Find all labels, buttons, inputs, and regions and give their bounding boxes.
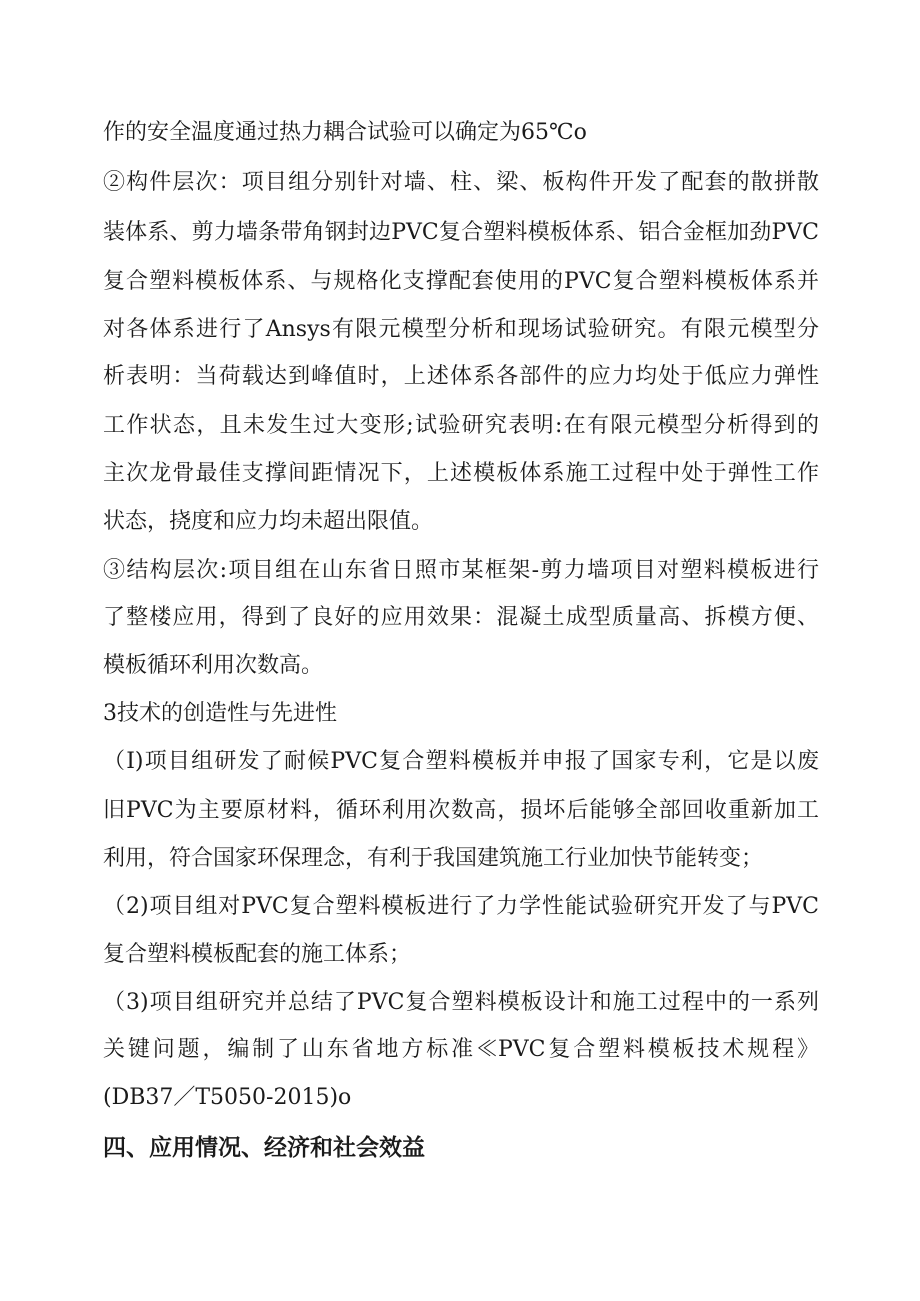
text-line: 旧PVC为主要原材料，循环利用次数高，损坏后能够全部回收重新加工 [103,798,819,823]
text-line: 模板循环利用次数高。 [103,653,324,678]
section-title: 3技术的创造性与先进性 [103,701,337,726]
section-heading: 四、应用情况、经济和社会效益 [103,1135,425,1161]
text-line: ②构件层次：项目组分别针对墙、柱、梁、板构件开发了配套的散拼散 [103,170,819,195]
text-line: 关键问题，编制了山东省地方标准≪PVC复合塑料模板技术规程》 [103,1037,819,1062]
text-line: 复合塑料模板体系、与规格化支撑配套使用的PVC复合塑料模板体系并 [103,269,819,294]
text-line: 装体系、剪力墙条带角钢封边PVC复合塑料模板体系、铝合金框加劲PVC [103,220,819,245]
text-line: 作的安全温度通过热力耦合试验可以确定为65℃o [103,120,587,145]
text-line: （3)项目组研究并总结了PVC复合塑料模板设计和施工过程中的一系列 [103,990,819,1015]
text-line: 状态，挠度和应力均未超出限值。 [103,509,434,534]
text-line: (DB37／T5050-2015)o [103,1085,352,1110]
text-line: 析表明：当荷载达到峰值时，上述体系各部件的应力均处于低应力弹性 [103,364,819,389]
text-line: 利用，符合国家环保理念，有利于我国建筑施工行业加快节能转变； [103,846,764,871]
text-line: ③结构层次:项目组在山东省日照市某框架-剪力墙项目对塑料模板进行 [103,558,819,583]
text-line: 主次龙骨最佳支撑间距情况下，上述模板体系施工过程中处于弹性工作 [103,461,819,486]
text-line: （I)项目组研发了耐候PVC复合塑料模板并申报了国家专利，它是以废 [103,749,819,774]
text-line: 复合塑料模板配套的施工体系； [103,942,412,967]
text-line: 工作状态，且未发生过大变形;试验研究表明:在有限元模型分析得到的 [103,413,819,438]
text-line: 了整楼应用，得到了良好的应用效果：混凝土成型质量高、拆模方便、 [103,605,819,630]
text-line: 对各体系进行了Ansys有限元模型分析和现场试验研究。有限元模型分 [103,317,819,342]
text-line: （2)项目组对PVC复合塑料模板进行了力学性能试验研究开发了与PVC [103,894,819,919]
